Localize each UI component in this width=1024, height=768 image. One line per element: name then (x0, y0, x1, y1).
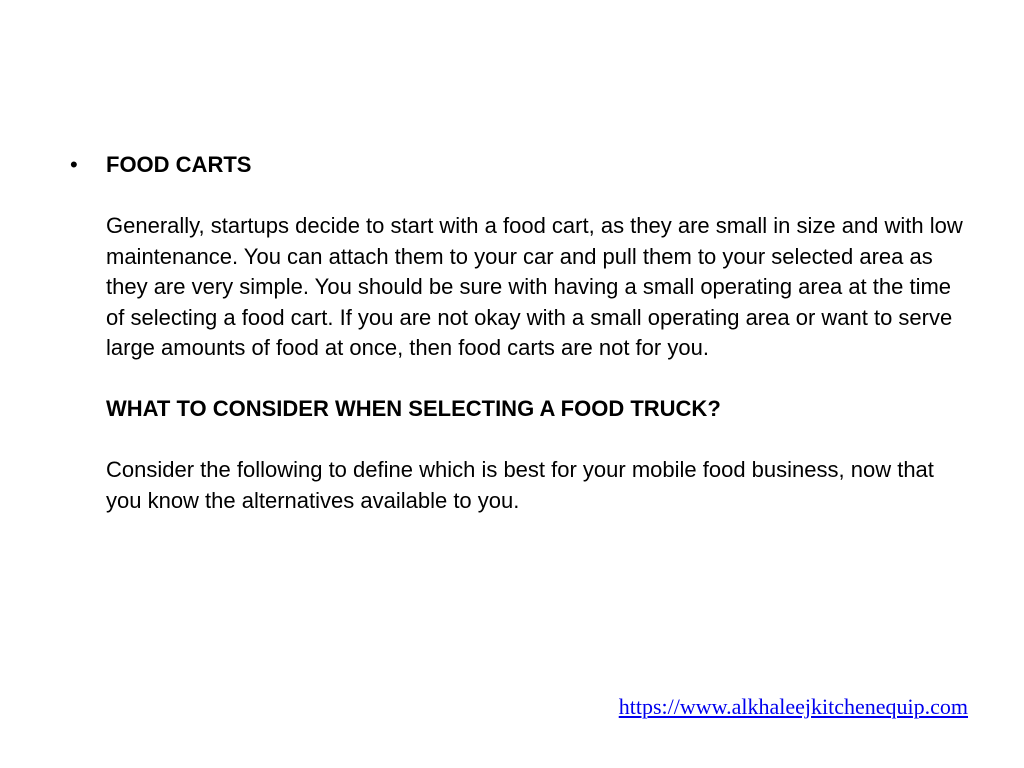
section-heading: FOOD CARTS (106, 152, 252, 177)
section-subheading: WHAT TO CONSIDER WHEN SELECTING A FOOD TRUCK? (106, 396, 721, 421)
bullet-point-icon: • (70, 152, 78, 177)
spacer (106, 364, 964, 395)
body-paragraph-consider: Consider the following to define which is best for your mobile food business, now that you know the alternatives available to you. (106, 457, 934, 513)
website-link[interactable]: https://www.alkhaleejkitchenequip.com (618, 694, 968, 719)
spacer (106, 425, 964, 456)
bullet-body (106, 150, 964, 516)
slide-content (64, 150, 964, 516)
body-paragraph-food-carts: Generally, startups decide to start with a food cart, as they are small in size and with low maintenance. You can attach them to your car and pull them to your selected area as they are very simple. You should be sure with having a small operating area at the time of selecting a food cart. If you are not okay with a small operating area or want to serve large amounts of food at once, then food carts are not for you. (106, 213, 963, 360)
bullet-item-food-carts (64, 150, 964, 516)
spacer (106, 181, 964, 212)
